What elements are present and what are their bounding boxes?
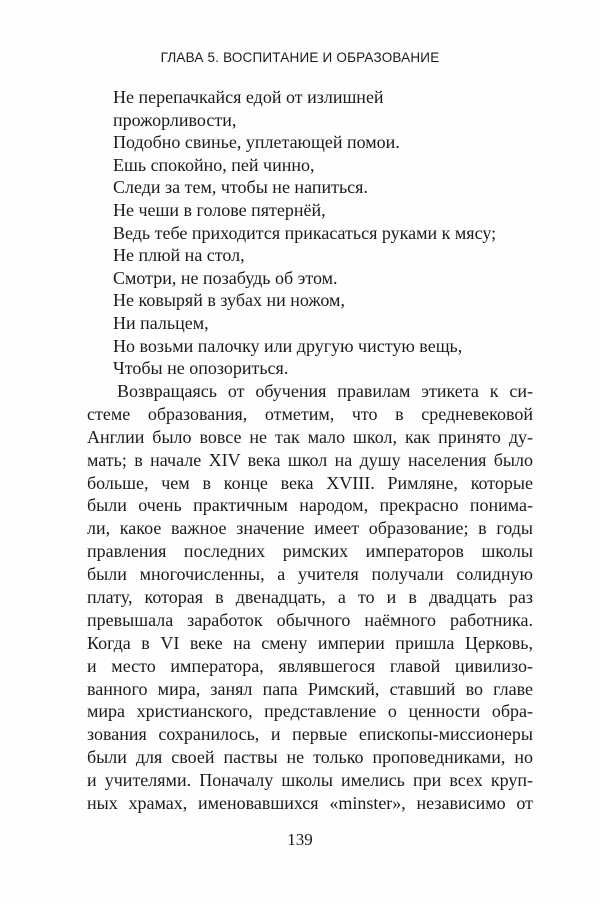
poem-line: Но возьми палочку или другую чистую вещь, — [113, 335, 463, 356]
paragraph-line: плату, которая в двенадцать, а то и в двадцать раз — [87, 587, 533, 608]
running-head: ГЛАВА 5. ВОСПИТАНИЕ И ОБРАЗОВАНИЕ — [160, 50, 440, 65]
paragraph-line: Англии было вовсе не так мало школ, как принято ду- — [87, 426, 533, 447]
page-number: 139 — [287, 830, 313, 849]
paragraph-line: ных храмах, именовавшихся «minster», независимо от — [87, 793, 533, 814]
paragraph-line: и место императора, являвшегося главой цивилизо- — [87, 655, 533, 676]
poem-line: Следи за тем, чтобы не напиться. — [113, 177, 368, 198]
poem-block — [113, 86, 553, 380]
poem-line: Не чеши в голове пятернёй, — [113, 199, 326, 220]
poem-line: Смотри, не позабудь об этом. — [113, 267, 338, 288]
body-paragraph — [87, 380, 533, 815]
paragraph-line: и учителями. Поначалу школы имелись при всех круп- — [87, 770, 533, 791]
paragraph-line: превышала заработок обычного наёмного работника. — [87, 609, 533, 630]
poem-line: Ешь спокойно, пей чинно, — [113, 154, 315, 175]
poem-line: прожорливости, — [113, 109, 237, 130]
paragraph-line: правления последних римских императоров школы — [87, 541, 533, 562]
poem-line: Подобно свинье, уплетающей помои. — [113, 132, 400, 153]
poem-line: Ведь тебе приходится прикасаться руками к мясу; — [113, 222, 497, 243]
paragraph-line: были очень практичным народом, прекрасно понима- — [87, 495, 533, 516]
paragraph-line: были многочисленны, а учителя получали солидную — [87, 564, 533, 585]
paragraph-line: Когда в VI веке на смену империи пришла Церковь, — [87, 632, 533, 653]
paragraph-line: были для своей паствы не только проповедниками, но — [87, 747, 533, 768]
poem-line: Не плюй на стол, — [113, 245, 245, 266]
paragraph-line: стеме образования, отметим, что в средневековой — [87, 403, 533, 424]
paragraph-line: больше, чем в конце века XVIII. Римляне, которые — [87, 472, 533, 493]
paragraph-line: ванного мира, занял папа Римский, ставший во главе — [87, 678, 533, 699]
poem-line: Чтобы не опозориться. — [113, 358, 289, 379]
poem-line: Не перепачкайся едой от излишней — [113, 87, 384, 107]
paragraph-line: ли, какое важное значение имеет образование; в годы — [87, 518, 533, 539]
paragraph-line: мать; в начале XIV века школ на душу населения было — [87, 449, 533, 470]
poem-line: Не ковыряй в зубах ни ножом, — [113, 290, 345, 311]
poem-line: Ни пальцем, — [113, 312, 209, 333]
paragraph-line: зования сохранилось, и первые епископы-миссионеры — [87, 724, 533, 745]
paragraph-line: мира христианского, представление о ценности обра- — [87, 701, 533, 722]
paragraph-line: Возвращаясь от обучения правилам этикета к си- — [117, 381, 533, 401]
